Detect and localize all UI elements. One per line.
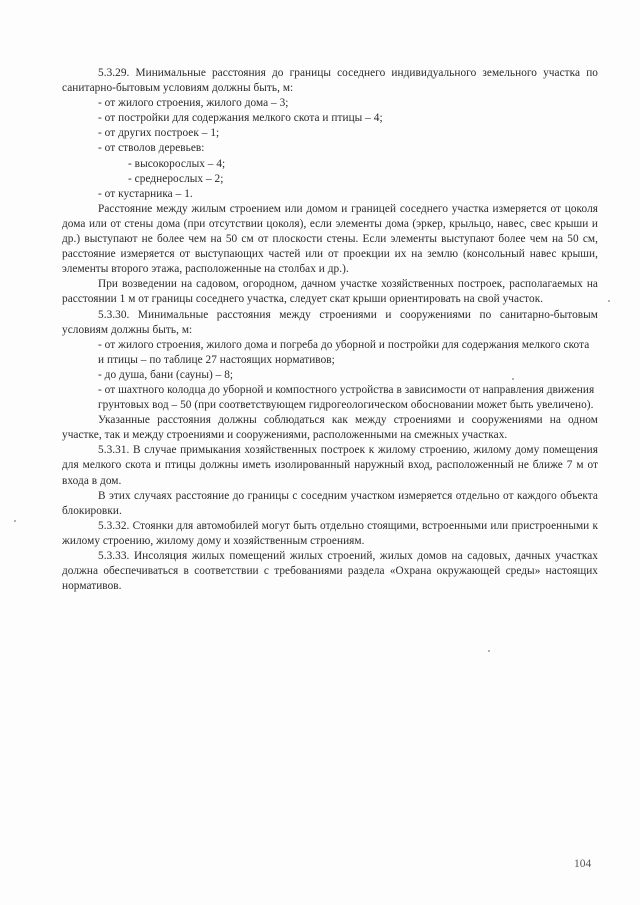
list-item: - до душа, бани (сауны) – 8; xyxy=(98,368,234,381)
list-item: - от кустарника – 1. xyxy=(98,187,193,200)
list-item: - от стволов деревьев: xyxy=(98,142,205,155)
list-item: - от жилого строения, жилого дома и погреба до уборной и постройки для содержания мелкого скота и птицы – по таблице 27 настоящих нормативов; xyxy=(98,338,590,366)
paragraph: В этих случаях расстояние до границы с соседним участком измеряется отдельно от каждого объекта блокировки. xyxy=(62,489,598,517)
scan-speck xyxy=(14,520,16,522)
paragraph-5-3-32: 5.3.32. Стоянки для автомобилей могут быть отдельно стоящими, встроенными или пристроенными к жилому строению, жилому дому и хозяйственным строениям. xyxy=(62,519,598,547)
scan-speck xyxy=(512,378,514,380)
paragraph: При возведении на садовом, огородном, дачном участке хозяйственных построек, располагаемых на расстоянии 1 м от границы соседнего участка, следует скат крыши ориентировать на свой участок. xyxy=(62,278,598,306)
paragraph-5-3-30: 5.3.30. Минимальные расстояния между строениями и сооружениями по санитарно-бытовым условиям должны быть, м: xyxy=(62,308,598,336)
sub-list-item: - среднерослых – 2; xyxy=(128,172,224,185)
paragraph: Расстояние между жилым строением или домом и границей соседнего участка измеряется от цоколя дома или от стены дома (при отсутствии цоколя), если элементы дома (эркер, крыльцо, навес, свес крыши и др.) выступают не более чем на 50 см от плоскости стены. Если элементы выступают более чем на 50 см, расстояние измеряется от выступающих частей или от проекции их на землю (консольный навес крыши, элементы второго этажа, расположенные на столбах и др.). xyxy=(62,202,598,276)
paragraph: Указанные расстояния должны соблюдаться как между строениями и сооружениями на одном участке, так и между строениями и сооружениями, расположенными на смежных участках. xyxy=(62,414,598,442)
scan-speck xyxy=(608,300,610,302)
list-item: - от шахтного колодца до уборной и компостного устройства в зависимости от направления движения грунтовых вод – 50 (при соответствующем гидрогеологическом обосновании может быть увеличено). xyxy=(98,383,595,412)
document-body xyxy=(62,66,598,594)
paragraph-5-3-29: 5.3.29. Минимальные расстояния до границы соседнего индивидуального земельного участка по санитарно-бытовым условиям должны быть, м: xyxy=(62,67,598,95)
page-number: 104 xyxy=(574,858,592,870)
sub-list-item: - высокорослых – 4; xyxy=(128,157,226,170)
list-item: - от жилого строения, жилого дома – 3; xyxy=(98,97,289,110)
list-item: - от постройки для содержания мелкого скота и птицы – 4; xyxy=(98,112,383,125)
paragraph-5-3-33: 5.3.33. Инсоляция жилых помещений жилых строений, жилых домов на садовых, дачных участках должна обеспечиваться в соответствии с требованиями раздела «Охрана окружающей среды» настоящих нормативов. xyxy=(62,550,598,593)
scan-speck xyxy=(488,650,490,652)
list-item: - от других построек – 1; xyxy=(98,127,220,140)
paragraph-5-3-31: 5.3.31. В случае примыкания хозяйственных построек к жилому строению, жилому дому помещения для мелкого скота и птицы должны иметь изолированный наружный вход, расположенный не ближе 7 м от входа в дом. xyxy=(62,444,598,487)
